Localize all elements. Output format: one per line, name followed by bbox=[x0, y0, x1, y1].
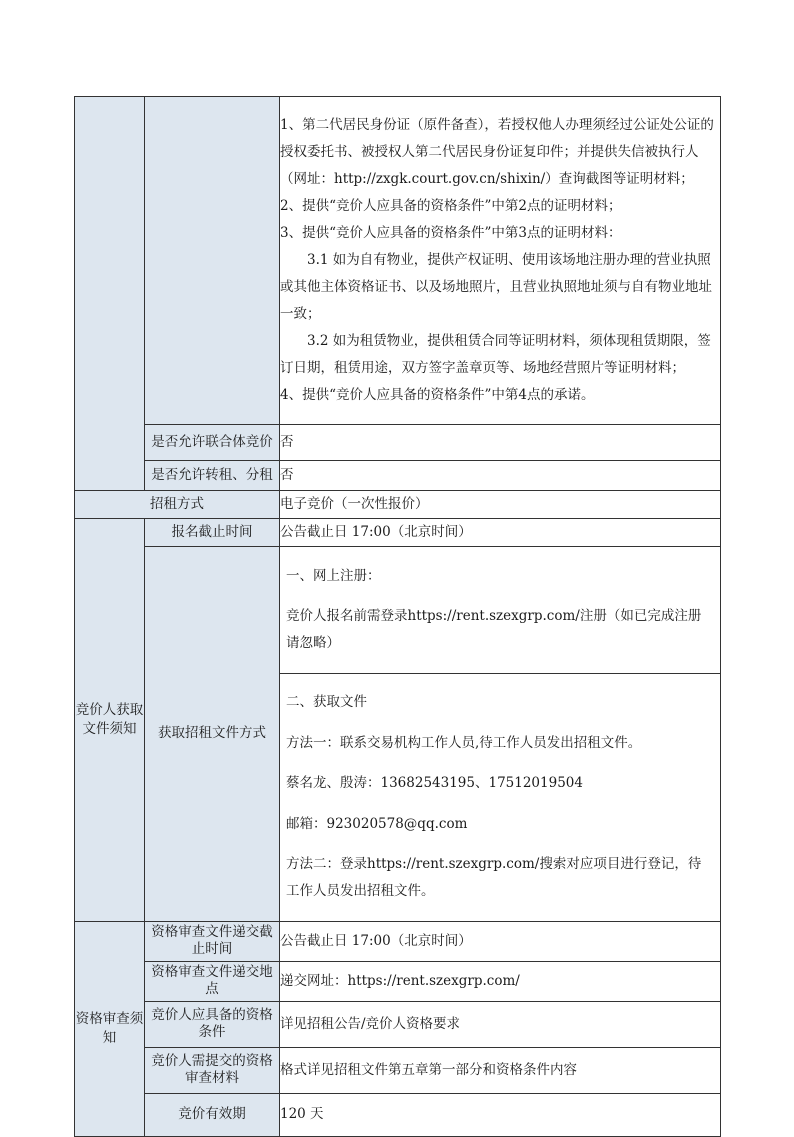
table-row bbox=[75, 491, 721, 519]
table-row bbox=[75, 921, 721, 961]
table-row bbox=[75, 1001, 721, 1047]
table-row bbox=[75, 1093, 721, 1136]
materials-cell bbox=[280, 97, 721, 425]
materials-line-4: 4、提供“竞价人应具备的资格条件”中第4点的承诺。 bbox=[280, 387, 595, 403]
review-value-1: 公告截止日 17:00（北京时间） bbox=[280, 921, 721, 961]
get-doc-block bbox=[280, 673, 720, 921]
table-row bbox=[75, 547, 721, 922]
sublet-label: 是否允许转租、分租 bbox=[145, 461, 280, 491]
register-heading: 一、网上注册： bbox=[286, 567, 381, 584]
review-label-2: 资格审查文件递交地点 bbox=[145, 961, 280, 1001]
review-label-4: 竞价人需提交的资格审查材料 bbox=[145, 1047, 280, 1093]
obtain-category: 竞价人获取文件须知 bbox=[75, 519, 145, 922]
register-block bbox=[280, 547, 720, 673]
get-doc-method-1: 方法一：联系交易机构工作人员,待工作人员发出招租文件。 bbox=[286, 734, 642, 751]
review-label-3: 竞价人应具备的资格条件 bbox=[145, 1001, 280, 1047]
deadline-value: 公告截止日 17:00（北京时间） bbox=[280, 519, 721, 547]
deadline-label: 报名截止时间 bbox=[145, 519, 280, 547]
get-doc-heading: 二、获取文件 bbox=[286, 694, 367, 710]
review-category: 资格审查须知 bbox=[75, 921, 145, 1136]
review-label-5: 竞价有效期 bbox=[145, 1093, 280, 1136]
get-doc-email: 邮箱：923020578@qq.com bbox=[286, 815, 468, 832]
table-row bbox=[75, 97, 721, 425]
requirements-table bbox=[74, 96, 721, 1137]
review-value-4: 格式详见招租文件第五章第一部分和资格条件内容 bbox=[280, 1047, 721, 1093]
review-value-5: 120 天 bbox=[280, 1093, 721, 1136]
materials-line-3: 3、提供“竞价人应具备的资格条件”中第3点的证明材料： bbox=[280, 225, 622, 241]
table-row bbox=[75, 425, 721, 461]
review-label-1: 资格审查文件递交截止时间 bbox=[145, 921, 280, 961]
materials-line-3-2: 3.2 如为租赁物业，提供租赁合同等证明材料，须体现租赁期限，签订日期，租赁用途，双方签字盖章页等、场地经营照片等证明材料； bbox=[280, 333, 711, 376]
method-value: 电子竞价（一次性报价） bbox=[280, 491, 721, 519]
way-value bbox=[280, 547, 721, 922]
table-row bbox=[75, 1047, 721, 1093]
method-label: 招租方式 bbox=[75, 491, 280, 519]
review-value-2: 递交网址：https://rent.szexgrp.com/ bbox=[280, 961, 721, 1001]
joint-bid-label: 是否允许联合体竞价 bbox=[145, 425, 280, 461]
get-doc-method-2: 方法二：登录https://rent.szexgrp.com/搜索对应项目进行登记，待工作人员发出招租文件。 bbox=[286, 856, 702, 899]
review-value-3: 详见招租公告/竞价人资格要求 bbox=[280, 1001, 721, 1047]
register-text: 竞价人报名前需登录https://rent.szexgrp.com/注册（如已完成注册请忽略） bbox=[286, 608, 702, 651]
table-row bbox=[75, 461, 721, 491]
sublet-value: 否 bbox=[280, 461, 721, 491]
table-row bbox=[75, 961, 721, 1001]
materials-line-3-1: 3.1 如为自有物业，提供产权证明、使用该场地注册办理的营业执照或其他主体资格证书、以及场地照片，且营业执照地址须与自有物业地址一致； bbox=[280, 252, 712, 322]
category-cell-continued bbox=[75, 97, 145, 491]
joint-bid-value: 否 bbox=[280, 425, 721, 461]
label-cell-continued bbox=[145, 97, 280, 425]
table-row bbox=[75, 519, 721, 547]
materials-line-1: 1、第二代居民身份证（原件备查），若授权他人办理须经过公证处公证的授权委托书、被授权人第二代居民身份证复印件；并提供失信被执行人（网址：http://zxgk.court.gov.cn/shixin/）查询截图等证明材料； bbox=[280, 117, 714, 187]
materials-line-2: 2、提供“竞价人应具备的资格条件”中第2点的证明材料； bbox=[280, 198, 622, 214]
way-label: 获取招租文件方式 bbox=[145, 547, 280, 922]
get-doc-contacts: 蔡名龙、殷涛：13682543195、17512019504 bbox=[286, 775, 583, 791]
